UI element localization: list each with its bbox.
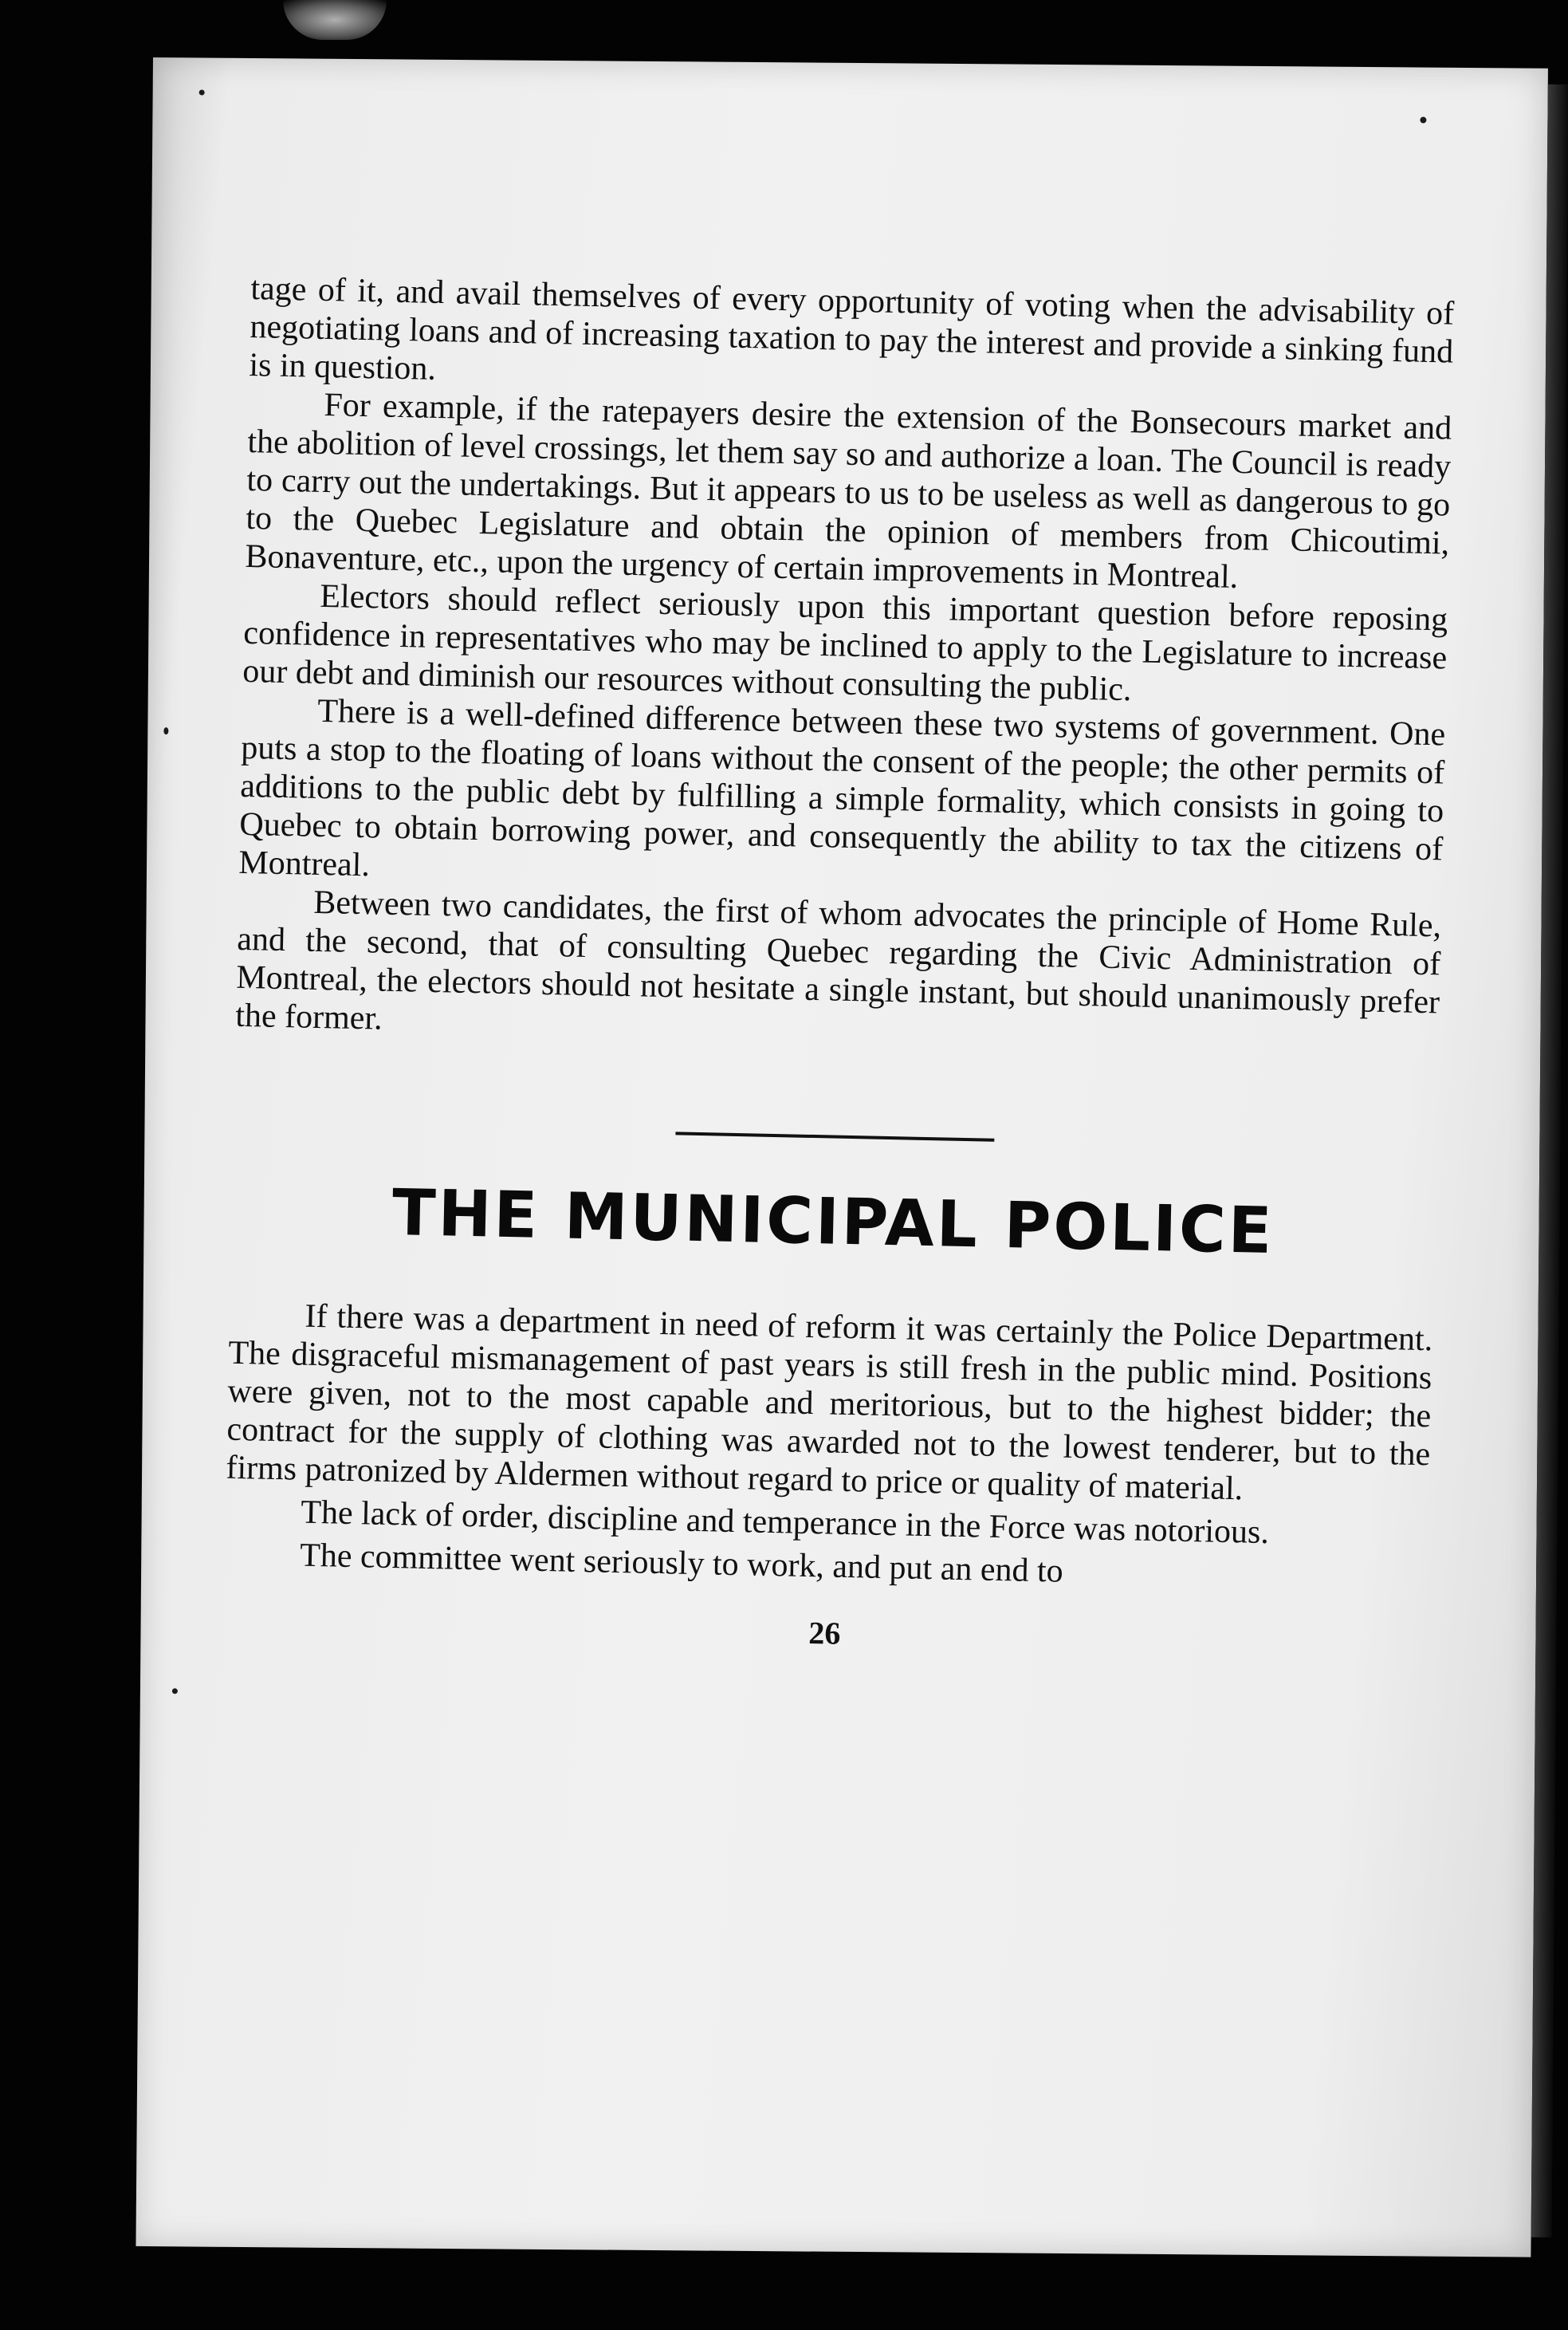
paragraph: If there was a department in need of reform it was certainly the Police Department. The disgraceful mismanagement of past years is still fresh in the public mind. Positions were given, not to the most capable and meritorious, but to the highest bidder; the contract for the supply of clothing was awarded not to the lowest tenderer, but to the firms patronized by Aldermen without regard to price or quality of material. — [226, 1297, 1433, 1508]
section-divider — [675, 1132, 994, 1141]
municipal-police-section — [224, 1296, 1433, 1599]
section-heading: THE MUNICIPAL POLICE — [391, 1175, 1275, 1269]
paragraph: tage of it, and avail themselves of every opportunity of voting when the advisability of negotiating loans and of increasing taxation to pay the interest and provide a sinking fund is in question. — [249, 270, 1455, 388]
paragraph: For example, if the ratepayers desire the extension of the Bonsecours market and the abolition of level crossings, let them say so and authorize a loan. The Council is ready to carry out the undertakings. But it appears to us to be useless as well as dangerous to go to the Quebec Legislature and obtain the opinion of members from Chicoutimi, Bonaventure, etc., upon the urgency of certain improvements in Montreal. — [244, 386, 1452, 596]
home-rule-section — [235, 270, 1455, 1060]
paragraph: The committee went seriously to work, and put an end to — [299, 1537, 1064, 1590]
ink-speck — [199, 89, 205, 95]
page-edge-shadow — [1531, 85, 1568, 2238]
scan-glare — [283, 0, 387, 40]
page-text — [222, 270, 1455, 1664]
paragraph: The lack of order, discipline and temperance in the Force was notorious. — [300, 1494, 1270, 1552]
page-number: 26 — [808, 1615, 841, 1651]
ink-speck — [1420, 116, 1426, 123]
ink-speck — [172, 1688, 178, 1694]
paragraph: Between two candidates, the first of whom advocates the principle of Home Rule, and the second, that of consulting Quebec regarding the Civic Administration of Montreal, the electors should not hesitate a single instant, but should unanimously prefer the former. — [234, 884, 1442, 1037]
paragraph: There is a well-defined difference between these two systems of government. One puts a stop to the floating of loans without the consent of the people; the other permits of additions to the public debt by fulfilling a simple formality, which consists in going to Quebec to obtain borrowing power, and consequently the ability to tax the citizens of Montreal. — [238, 692, 1446, 884]
paragraph: Electors should reflect seriously upon this important question before reposing confidence in representatives who may be inclined to apply to the Legislature to increase our debt and diminish our resources without consulting the public. — [242, 577, 1448, 709]
ink-speck — [163, 727, 168, 734]
